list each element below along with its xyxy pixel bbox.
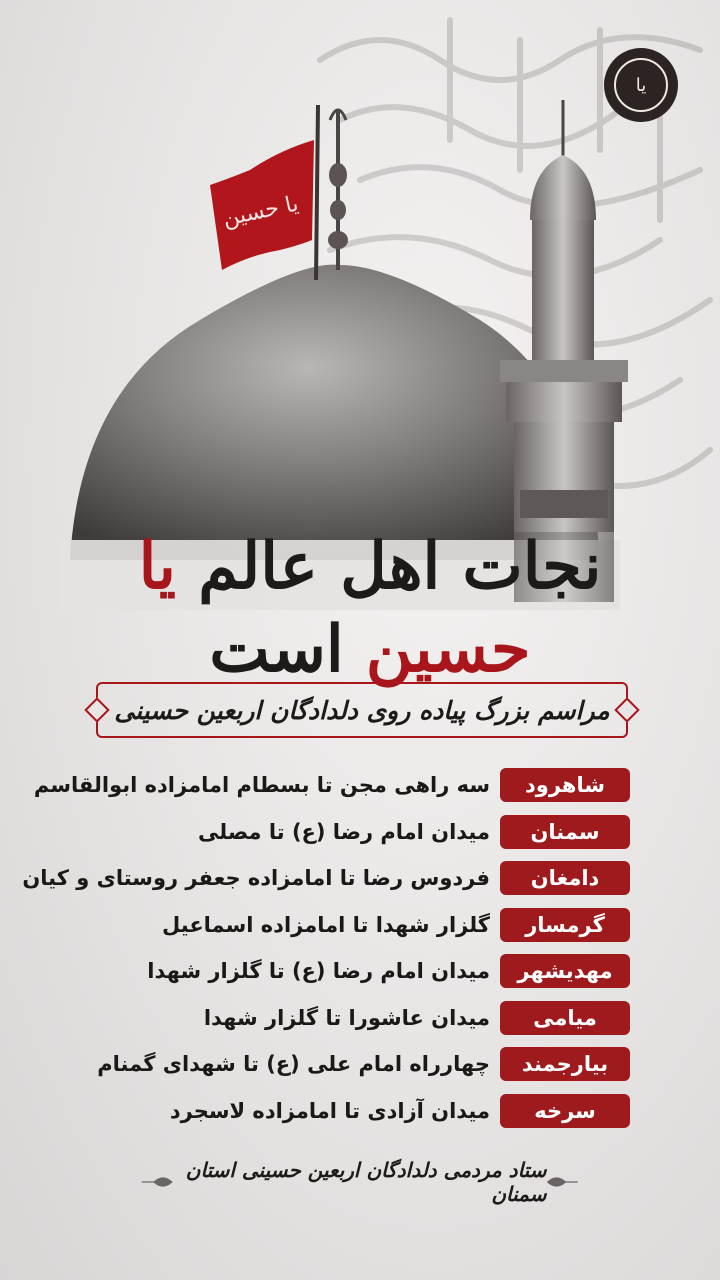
route-path: میدان امام رضا (ع) تا گلزار شهدا [147, 959, 490, 984]
route-path: گلزار شهدا تا امامزاده اسماعیل [162, 912, 490, 937]
city-badge: گرمسار [500, 908, 630, 942]
route-path: میدان عاشورا تا گلزار شهدا [203, 1005, 490, 1030]
route-row-biarjomand [90, 1041, 630, 1088]
route-row-garmsar [90, 902, 630, 949]
route-path: فردوس رضا تا امامزاده جعفر روستای و کیان [22, 866, 490, 891]
route-list [22, 762, 630, 1134]
route-row-damghan [22, 855, 630, 902]
subtitle-banner [96, 682, 628, 738]
route-path: میدان امام رضا (ع) تا مصلی [198, 819, 490, 844]
headline-part1: نجات اهل عالم [198, 529, 602, 604]
route-path: چهارراه امام علی (ع) تا شهدای گمنام [97, 1052, 490, 1077]
city-badge: سرخه [500, 1094, 630, 1128]
footer [140, 1158, 580, 1206]
emblem-icon: یا [614, 58, 668, 112]
city-badge: شاهرود [500, 768, 630, 802]
flag-text: یا حسین [220, 191, 301, 232]
city-badge: سمنان [500, 815, 630, 849]
ornament-right-icon [546, 1173, 580, 1191]
route-row-semnan [90, 809, 630, 856]
dome-finial [328, 110, 348, 270]
route-row-mahdishahr [90, 948, 630, 995]
ornament-left-icon [140, 1173, 174, 1191]
route-row-mayamey [90, 995, 630, 1042]
city-badge: مهدیشهر [500, 954, 630, 988]
headline-part3: است [209, 612, 344, 688]
footer-text: ستاد مردمی دلدادگان اربعین حسینی استان سمنان [185, 1158, 547, 1206]
route-path: سه راهی مجن تا بسطام امامزاده ابوالقاسم [33, 773, 490, 798]
headline [60, 525, 680, 688]
red-flag [210, 105, 318, 280]
subtitle-text: مراسم بزرگ پیاده روی دلدادگان اربعین حسینی [114, 695, 610, 725]
city-badge: بیارجمند [500, 1047, 630, 1081]
route-path: میدان آزادی تا امامزاده لاسجرد [169, 1098, 490, 1123]
route-row-shahroud [33, 762, 630, 809]
city-badge: میامی [500, 1001, 630, 1035]
route-row-sorkheh [90, 1088, 630, 1135]
headline-part2: یا حسین [138, 529, 531, 688]
city-badge: دامغان [500, 861, 630, 895]
